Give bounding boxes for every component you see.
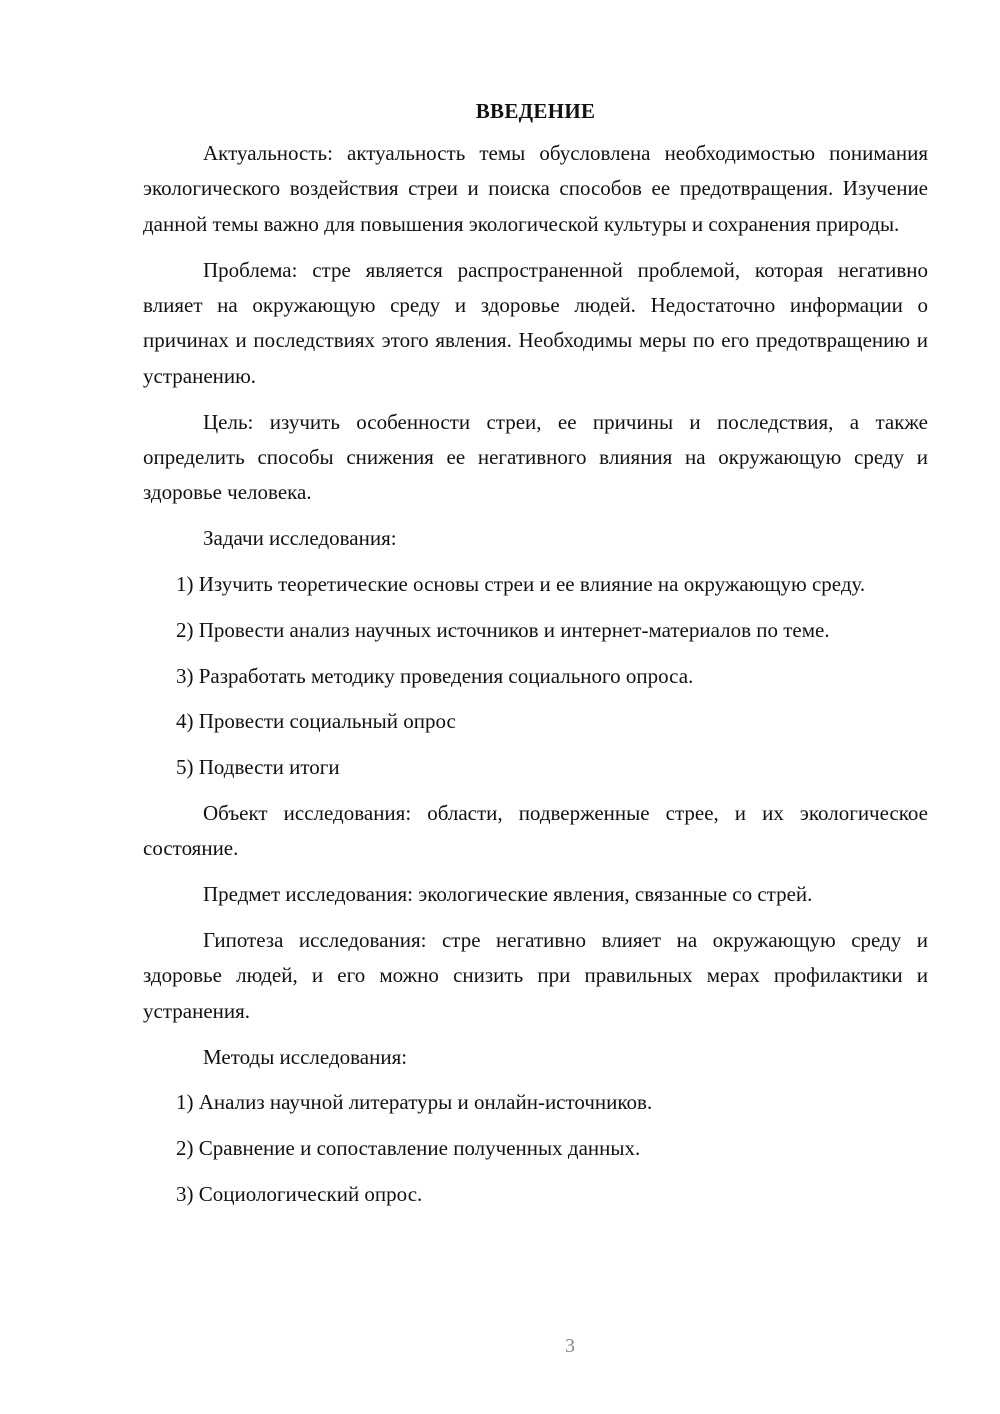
page-content [143, 96, 928, 1223]
task-item-4: 4) Провести социальный опрос [176, 709, 456, 734]
paragraph-tasks-title: Задачи исследования: [203, 526, 397, 551]
paragraph-problem: Проблема: стре является распространенной проблемой, которая негативно влияет на окружающую среду и здоровье людей. Недостаточно информации о причинах и последствиях этого явления. Необходимы меры по его предотвращению и устранению. [143, 257, 928, 388]
paragraph-methods-title: Методы исследования: [203, 1044, 408, 1069]
task-item-5: 5) Подвести итоги [176, 755, 340, 780]
paragraph-object: Объект исследования: области, подверженные стрее, и их экологическое состояние. [143, 801, 928, 861]
method-item-1: 1) Анализ научной литературы и онлайн-источников. [176, 1090, 653, 1115]
method-item-3: 3) Социологический опрос. [176, 1182, 423, 1207]
paragraph-goal: Цель: изучить особенности стреи, ее причины и последствия, а также определить способы снижения ее негативного влияния на окружающую среду и здоровье человека. [143, 409, 928, 505]
method-item-2: 2) Сравнение и сопоставление полученных данных. [176, 1136, 641, 1161]
paragraph-relevance: Актуальность: актуальность темы обусловлена необходимостью понимания экологического воздействия стреи и поиска способов ее предотвращения. Изучение данной темы важно для повышения экологической культуры и сохранения природы. [143, 141, 928, 236]
task-item-1: 1) Изучить теоретические основы стреи и ее влияние на окружающую среду. [176, 572, 866, 597]
section-heading: ВВЕДЕНИЕ [475, 99, 596, 123]
paragraph-subject: Предмет исследования: экологические явления, связанные со стрей. [203, 882, 813, 907]
page-number: 3 [565, 1335, 575, 1357]
paragraph-hypothesis: Гипотеза исследования: стре негативно влияет на окружающую среду и здоровье людей, и его можно снизить при правильных мерах профилактики и устранения. [143, 928, 928, 1023]
task-item-2: 2) Провести анализ научных источников и интернет-материалов по теме. [176, 617, 830, 642]
task-item-3: 3) Разработать методику проведения социального опроса. [176, 663, 694, 688]
